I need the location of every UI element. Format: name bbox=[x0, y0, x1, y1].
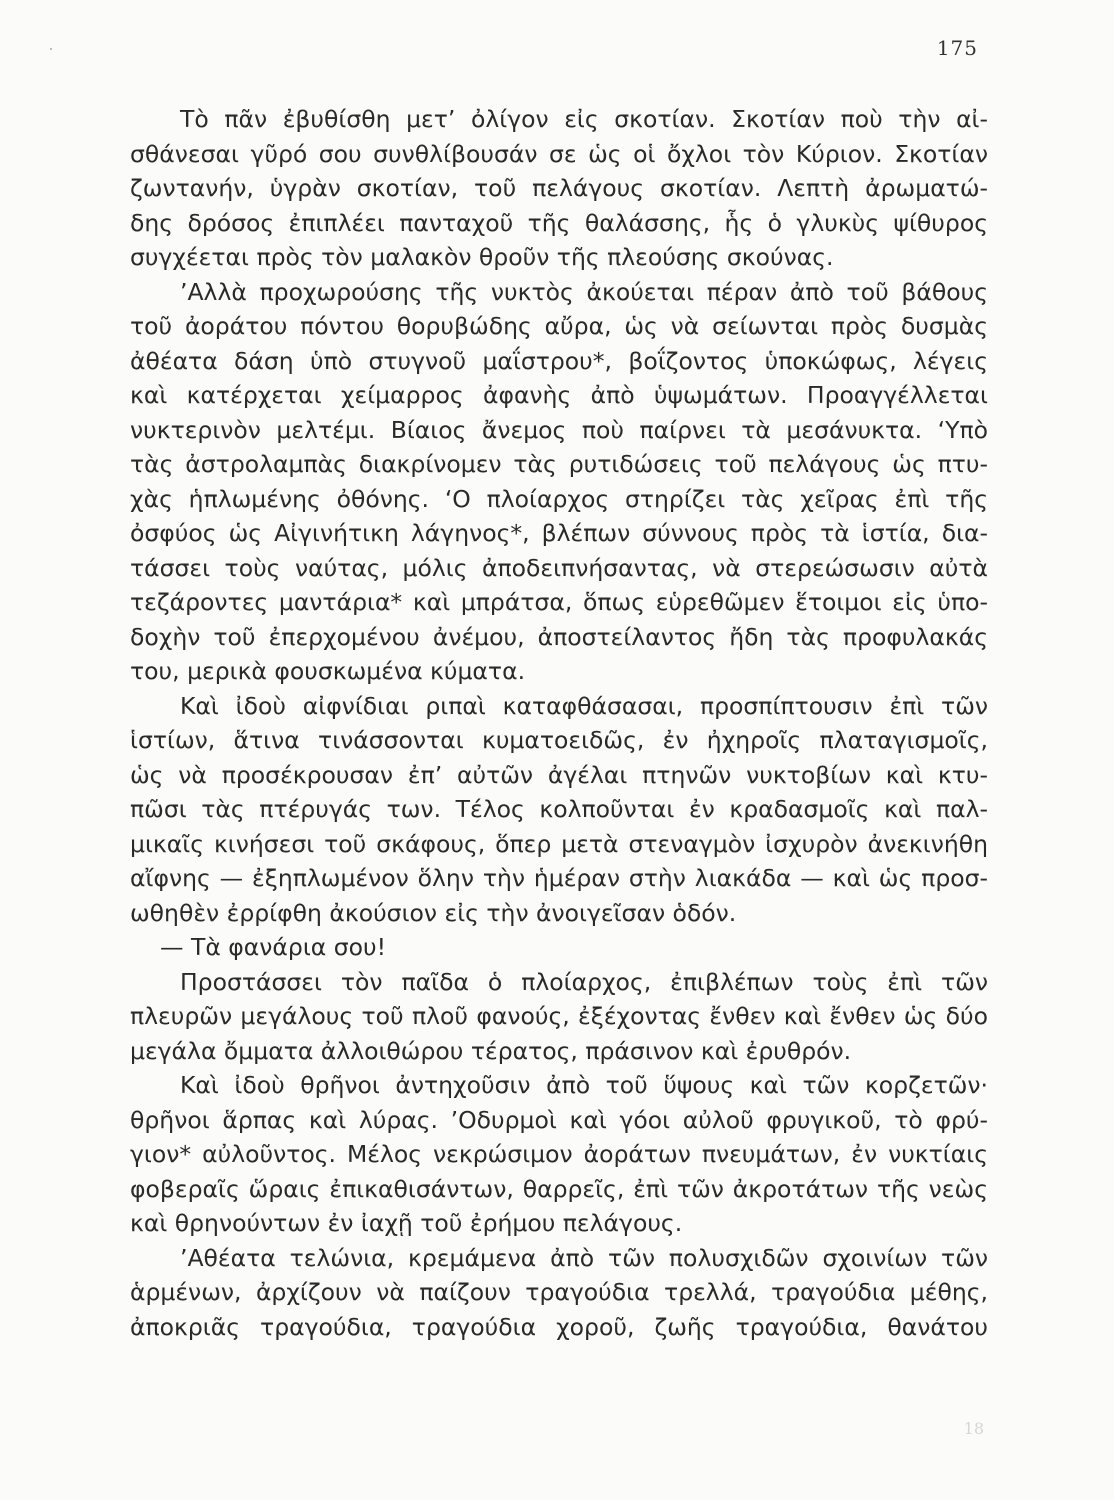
text-line: καὶ θρηνούντων ἐν ἰαχῇ τοῦ ἐρήμου πελάγους. bbox=[130, 1209, 683, 1237]
text-line: φοβεραῖς ὥραις ἐπικαθισάντων, θαρρεῖς, ἐπὶ τῶν ἀκροτάτων τῆς νεὼς bbox=[130, 1174, 988, 1203]
text-line: συγχέεται πρὸς τὸν μαλακὸν θροῦν τῆς πλεούσης σκούνας. bbox=[130, 243, 834, 271]
text-line: αἴφνης — ἐξηπλωμένον ὅλην τὴν ἡμέραν στὴν λιακάδα — καὶ ὡς προσ- bbox=[130, 864, 988, 892]
text-line: τοῦ ἀοράτου πόντου θορυβώδης αὔρα, ὡς νὰ σείωνται πρὸς δυσμὰς bbox=[130, 312, 988, 340]
text-line: Καὶ ἰδοὺ θρῆνοι ἀντηχοῦσιν ἀπὸ τοῦ ὕψους καὶ τῶν κορζετῶν· bbox=[180, 1071, 988, 1099]
text-line: τεζάροντες μαντάρια* καὶ μπράτσα, ὅπως εὑρεθῶμεν ἕτοιμοι εἰς ὑπο- bbox=[130, 588, 988, 616]
text-line: δης δρόσος ἐπιπλέει πανταχοῦ τῆς θαλάσσης, ἧς ὁ γλυκὺς ψίθυρος bbox=[130, 208, 988, 237]
text-line: ἱστίων, ἅτινα τινάσσονται κυματοειδῶς, ἐν ἠχηροῖς πλαταγισμοῖς, bbox=[130, 726, 988, 754]
text-line: ἀθέατα δάση ὑπὸ στυγνοῦ μαΐστρου*, βοΐζοντος ὑποκώφως, λέγεις bbox=[130, 346, 988, 375]
text-line: ἁρμένων, ἀρχίζουν νὰ παίζουν τραγούδια τρελλά, τραγούδια μέθης, bbox=[130, 1278, 988, 1306]
text-line: Προστάσσει τὸν παῖδα ὁ πλοίαρχος, ἐπιβλέπων τοὺς ἐπὶ τῶν bbox=[180, 967, 988, 996]
text-line: δοχὴν τοῦ ἐπερχομένου ἀνέμου, ἀποστείλαντος ἤδη τὰς προφυλακάς bbox=[130, 622, 988, 651]
text-line: ’Αλλὰ προχωρούσης τῆς νυκτὸς ἀκούεται πέραν ἀπὸ τοῦ βάθους bbox=[180, 277, 988, 306]
text-line: ἀποκριᾶς τραγούδια, τραγούδια χοροῦ, ζωῆς τραγούδια, θανάτου bbox=[130, 1312, 988, 1341]
text-line: πλευρῶν μεγάλους τοῦ πλοῦ φανούς, ἐξέχοντας ἔνθεν καὶ ἔνθεν ὡς δύο bbox=[130, 1002, 988, 1030]
corner-mark: 18 bbox=[963, 1419, 984, 1438]
text-line: νυκτερινὸν μελτέμι. Βίαιος ἄνεμος ποὺ παίρνει τὰ μεσάνυκτα. ‘Υπὸ bbox=[130, 415, 988, 444]
text-line: ζωντανήν, ὑγρὰν σκοτίαν, τοῦ πελάγους σκοτίαν. Λεπτὴ ἀρωματώ- bbox=[130, 174, 988, 202]
text-line: γιον* αὐλοῦντος. Μέλος νεκρώσιμον ἀοράτων πνευμάτων, ἐν νυκτίαις bbox=[130, 1140, 988, 1168]
text-line: καὶ κατέρχεται χείμαρρος ἀφανὴς ἀπὸ ὑψωμάτων. Προαγγέλλεται bbox=[130, 381, 988, 409]
text-line: Καὶ ἰδοὺ αἰφνίδιαι ριπαὶ καταφθάσασαι, προσπίπτουσιν ἐπὶ τῶν bbox=[180, 691, 988, 720]
body-text bbox=[130, 102, 988, 1344]
margin-dot bbox=[50, 48, 52, 50]
text-line: τὰς ἀστρολαμπὰς διακρίνομεν τὰς ρυτιδώσεις τοῦ πελάγους ὡς πτυ- bbox=[130, 450, 988, 478]
text-line: σθάνεσαι γῦρό σου συνθλίβουσάν σε ὡς οἱ ὄχλοι τὸν Κύριον. Σκοτίαν bbox=[130, 139, 988, 168]
text-line: πῶσι τὰς πτέρυγάς των. Τέλος κολποῦνται ἐν κραδασμοῖς καὶ παλ- bbox=[130, 795, 988, 823]
text-line: Τὸ πᾶν ἐβυθίσθη μετ’ ὀλίγον εἰς σκοτίαν. Σκοτίαν ποὺ τὴν αἰ- bbox=[180, 105, 988, 133]
text-line: του, μερικὰ φουσκωμένα κύματα. bbox=[130, 657, 526, 685]
page-number: 175 bbox=[936, 36, 978, 60]
text-line: ωθηθὲν ἐρρίφθη ἀκούσιον εἰς τὴν ἀνοιγεῖσαν ὁδόν. bbox=[130, 898, 737, 927]
text-line: μικαῖς κινήσεσι τοῦ σκάφους, ὅπερ μετὰ στεναγμὸν ἰσχυρὸν ἀνεκινήθη bbox=[130, 829, 988, 858]
text-line: ὀσφύος ὡς Αἰγινήτικη λάγηνος*, βλέπων σύννους πρὸς τὰ ἱστία, δια- bbox=[130, 519, 988, 547]
text-line: — Τὰ φανάρια σου! bbox=[160, 933, 387, 961]
text-line: ὡς νὰ προσέκρουσαν ἐπ’ αὐτῶν ἀγέλαι πτηνῶν νυκτοβίων καὶ κτυ- bbox=[130, 760, 988, 789]
text-line: τάσσει τοὺς ναύτας, μόλις ἀποδειπνήσαντας, νὰ στερεώσωσιν αὐτὰ bbox=[130, 553, 988, 582]
text-line: ’Αθέατα τελώνια, κρεμάμενα ἀπὸ τῶν πολυσχιδῶν σχοινίων τῶν bbox=[180, 1243, 988, 1272]
text-line: χὰς ἡπλωμένης ὀθόνης. ‘Ο πλοίαρχος στηρίζει τὰς χεῖρας ἐπὶ τῆς bbox=[130, 484, 988, 513]
text-line: θρῆνοι ἅρπας καὶ λύρας. ’Οδυρμοὶ καὶ γόοι αὐλοῦ φρυγικοῦ, τὸ φρύ- bbox=[130, 1105, 988, 1134]
text-line: μεγάλα ὄμματα ἀλλοιθώρου τέρατος, πράσινον καὶ ἐρυθρόν. bbox=[130, 1036, 852, 1065]
